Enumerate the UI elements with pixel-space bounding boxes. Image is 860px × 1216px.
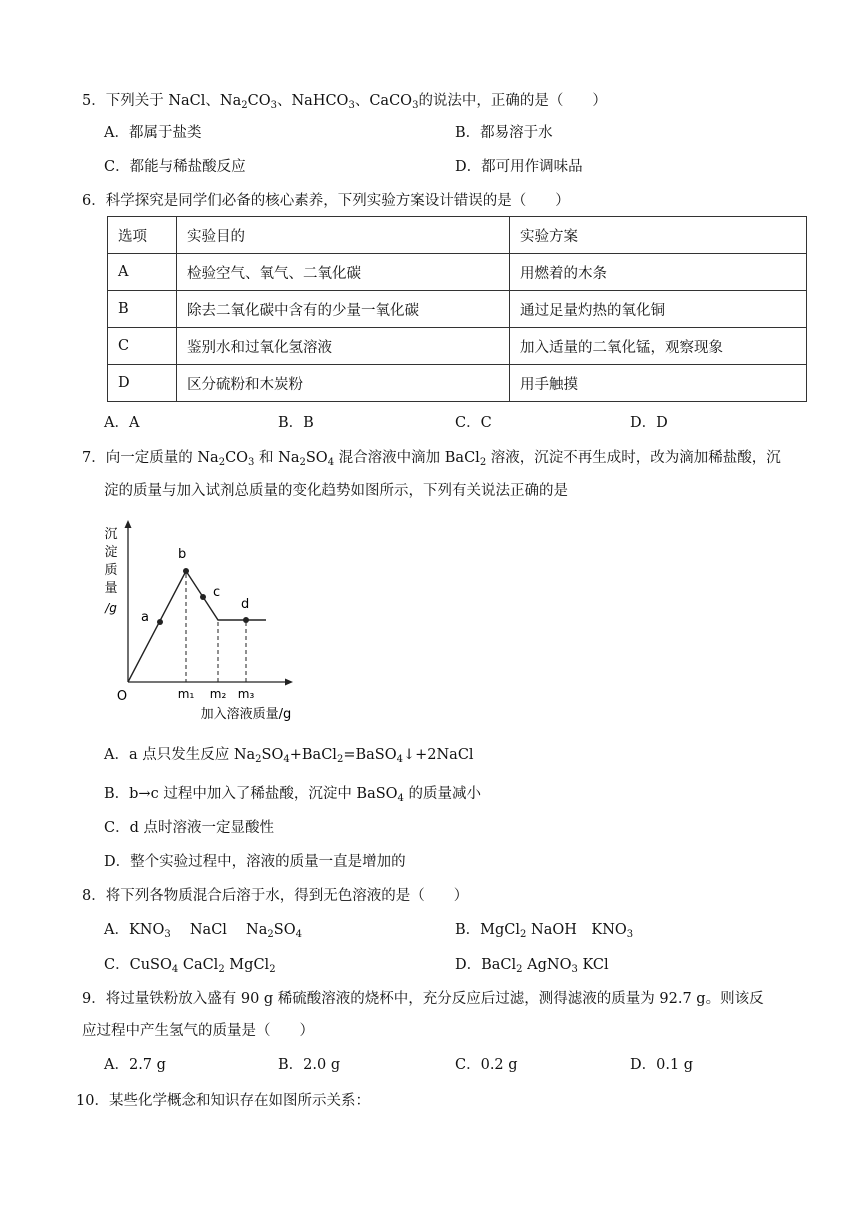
graph-ylabel-char: 淀 — [104, 545, 118, 560]
table-row — [108, 365, 807, 402]
q7-stem-line1: 7．向一定质量的 $Na_2CO_3$ 和 $Na_2SO_4$ 混合溶液中滴加 BaCl$_2$ 溶液，沉淀不再生成时，改为滴加稀盐酸，沉 — [82, 450, 781, 468]
q8-option-c: C．CuSO$_4$ CaCl$_2$ MgCl$_2$ — [104, 957, 276, 975]
graph-label-c: c — [213, 585, 221, 600]
table-cell: 区分硫粉和木炭粉 — [177, 365, 510, 402]
table-cell: B — [108, 291, 177, 328]
table-cell: 用燃着的木条 — [510, 254, 807, 291]
graph-label-b: b — [178, 547, 187, 562]
table-row — [108, 291, 807, 328]
q9-option-c: C．0.2 g — [455, 1057, 518, 1073]
graph-origin-label: O — [116, 689, 128, 704]
q6-table — [107, 216, 807, 402]
table-cell: 加入适量的二氧化锰，观察现象 — [510, 328, 807, 365]
q10-stem: 10．某些化学概念和知识存在如图所示关系： — [76, 1093, 370, 1109]
graph-ylabel-char: /g — [105, 601, 117, 615]
graph-xtick-m2: m₂ — [209, 687, 227, 701]
q8-option-d: D．BaCl$_2$ AgNO$_3$ KCl — [455, 957, 609, 975]
q9-option-d: D．0.1 g — [630, 1057, 694, 1073]
q6-option-d: D．D — [630, 415, 668, 431]
q6-option-c: C．C — [455, 415, 492, 431]
q9-stem-line1: 9．将过量铁粉放入盛有 90 g 稀硫酸溶液的烧杯中，充分反应后过滤，测得滤液的质量为 92.7 g。则该反 — [82, 991, 764, 1007]
q7-precipitate-graph — [96, 518, 316, 726]
q8-option-b: B．MgCl$_2$ NaOH $KNO_3$ — [455, 922, 634, 940]
q5-stem: 5．下列关于 NaCl、$Na_2CO_3$、NaHCO$_3$、CaCO$_3$的说法中，正确的是（ ） — [82, 93, 607, 111]
q7-option-b: B．b→c 过程中加入了稀盐酸，沉淀中 BaSO$_4$ 的质量减小 — [104, 786, 482, 804]
graph-xtick-m1: m₁ — [177, 687, 195, 701]
q6-option-a: A．A — [104, 415, 140, 431]
graph-point-b — [183, 568, 189, 574]
q8-stem: 8．将下列各物质混合后溶于水，得到无色溶液的是（ ） — [82, 888, 469, 904]
q6-stem: 6．科学探究是同学们必备的核心素养，下列实验方案设计错误的是（ ） — [82, 193, 570, 209]
q7-option-d: D．整个实验过程中，溶液的质量一直是增加的 — [104, 854, 406, 870]
q9-option-b: B．2.0 g — [278, 1057, 341, 1073]
table-header-cell: 实验方案 — [510, 217, 807, 254]
graph-label-d: d — [241, 597, 250, 612]
table-cell: 用手触摸 — [510, 365, 807, 402]
q9-stem-line2: 应过程中产生氢气的质量是（ ） — [82, 1023, 314, 1039]
graph-ylabel-char: 沉 — [104, 527, 118, 542]
q5-option-d: D．都可用作调味品 — [455, 159, 583, 175]
table-cell: 通过足量灼热的氧化铜 — [510, 291, 807, 328]
q5-option-c: C．都能与稀盐酸反应 — [104, 159, 246, 175]
table-cell: A — [108, 254, 177, 291]
q8-option-a: A．$KNO_3$ NaCl $Na_2SO_4$ — [104, 922, 302, 940]
q5-option-a: A．都属于盐类 — [104, 125, 202, 141]
table-header-cell: 实验目的 — [177, 217, 510, 254]
graph-point-a — [157, 619, 163, 625]
graph-ylabel-char: 量 — [104, 581, 118, 596]
table-cell: 鉴别水和过氧化氢溶液 — [177, 328, 510, 365]
graph-xtick-m3: m₃ — [237, 687, 255, 701]
graph-point-d — [243, 617, 249, 623]
q7-option-a: A．a 点只发生反应 $Na_2SO_4+BaCl_2=BaSO_4↓+2NaCl$ — [104, 747, 474, 765]
table-row — [108, 254, 807, 291]
q7-option-c: C．d 点时溶液一定显酸性 — [104, 820, 274, 836]
graph-label-a: a — [141, 610, 149, 625]
table-row — [108, 328, 807, 365]
graph-ylabel-char: 质 — [104, 563, 118, 578]
table-cell: 检验空气、氧气、二氧化碳 — [177, 254, 510, 291]
graph-point-c — [200, 594, 206, 600]
table-cell: 除去二氧化碳中含有的少量一氧化碳 — [177, 291, 510, 328]
q6-option-b: B．B — [278, 415, 314, 431]
table-header-row — [108, 217, 807, 254]
table-cell: D — [108, 365, 177, 402]
graph-x-arrow — [285, 679, 293, 686]
graph-xlabel: 加入溶液质量/g — [200, 707, 292, 722]
q9-option-a: A．2.7 g — [104, 1057, 166, 1073]
graph-y-arrow — [125, 520, 132, 528]
graph-curve — [128, 571, 266, 682]
q5-option-b: B．都易溶于水 — [455, 125, 553, 141]
table-header-cell: 选项 — [108, 217, 177, 254]
table-cell: C — [108, 328, 177, 365]
q7-stem-line2: 淀的质量与加入试剂总质量的变化趋势如图所示，下列有关说法正确的是 — [104, 483, 568, 499]
